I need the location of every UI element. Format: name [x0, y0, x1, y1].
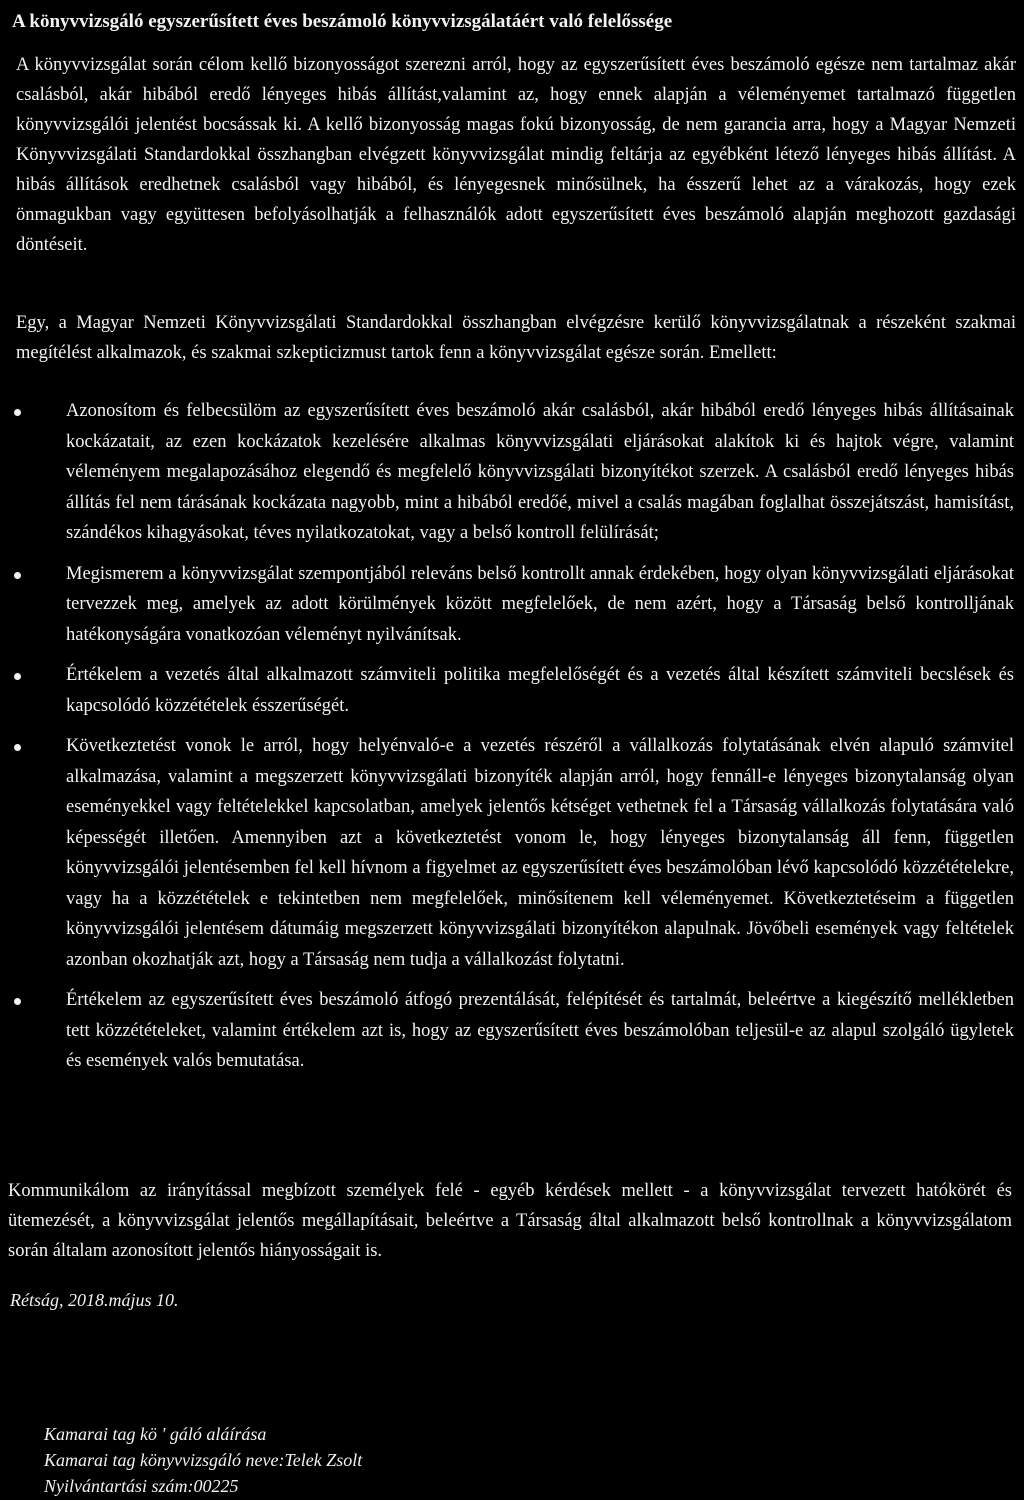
list-item — [0, 660, 1024, 721]
auditor-name: Kamarai tag könyvvizsgáló neve:Telek Zsolt — [44, 1450, 363, 1470]
bullet-icon — [14, 998, 21, 1005]
standards-paragraph: Egy, a Magyar Nemzeti Könyvvizsgálati Standardokkal összhangban elvégzésre kerülő könyvvizsgálatnak a részeként szakmai megítélést alkalmazok, és szakmai szkepticizmust tartok fenn a könyvvizsgálat egésze során. Emellett: — [16, 313, 1016, 363]
bullet-icon — [14, 409, 21, 416]
bullet-icon — [14, 572, 21, 579]
signature-caption: Kamarai tag kö ' gáló aláírása — [44, 1424, 267, 1444]
list-item-text: Azonosítom és felbecsülöm az egyszerűsített éves beszámoló akár csalásból, akár hibából eredő lényeges hibás állításainak kockázatait, az ezen kockázatok kezelésére alkalmas könyvvizsgálati eljárásokat alakítok ki és hajtok végre, valamint véleményem megalapozásához elegendő és megfelelő könyvvizsgálati bizonyítékot szerzek. A csalásból eredő lényeges hibás állítás fel nem tárásának kockázata nagyobb, mint a hibából eredőé, mivel a csalás magában foglalhat összejátszást, hamisítást, szándékos kihagyásokat, téves nyilatkozatokat, vagy a belső kontroll felülírását; — [66, 401, 1014, 543]
list-item-text: Értékelem a vezetés által alkalmazott számviteli politika megfelelőségét és a vezetés által készített számviteli becslések és kapcsolódó közzétételek ésszerűségét. — [66, 665, 1014, 716]
list-item-text: Következtetést vonok le arról, hogy helyénvaló-e a vezetés részéről a vállalkozás folytatásának elvén alapuló számvitel alkalmazása, valamint a megszerzett könyvvizsgálati bizonyíték alapján arról, hogy fennáll-e lényeges bizonytalanság olyan eseményekkel vagy feltételekkel kapcsolatban, amelyek jelentős kétséget vethetnek fel a Társaság vállalkozás folytatására való képességét illetően. Amennyiben azt a következtetést vonom le, hogy lényeges bizonytalanság áll fenn, független könyvvizsgálói jelentésemben fel kell hívnom a figyelmet az egyszerűsített éves beszámolóban lévő kapcsolódó közzétételekre, vagy ha a közzétételek e tekintetben nem megfelelőek, minősítenem kell véleményemet. Következtetéseim a független könyvvizsgálói jelentésem dátumáig megszerzett könyvvizsgálati bizonyítékon alapulnak. Jövőbeli események vagy feltételek azonban okozhatják azt, hogy a Társaság nem tudja a vállalkozást folytatni. — [66, 736, 1014, 970]
procedures-list — [0, 396, 1024, 1087]
registration-number: Nyilvántartási szám:00225 — [44, 1476, 239, 1496]
bullet-icon — [14, 744, 21, 751]
list-item — [0, 985, 1024, 1077]
communication-paragraph: Kommunikálom az irányítással megbízott személyek felé - egyéb kérdések mellett - a könyvvizsgálat tervezett hatókörét és ütemezését, a könyvvizsgálat jelentős megállapításait, beleértve a Társaság által alkalmazott belső kontrollnak a könyvvizsgálatom során általam azonosított jelentős hiányosságait is. — [8, 1181, 1012, 1261]
list-item — [0, 731, 1024, 975]
intro-paragraph: A könyvvizsgálat során célom kellő bizonyosságot szerezni arról, hogy az egyszerűsített éves beszámoló egésze nem tartalmaz akár csalásból, akár hibából eredő lényeges hibás állítást,valamint az, hogy ennek alapján a véleményemet tartalmazó független könyvvizsgálói jelentést bocsássak ki. A kellő bizonyosság magas fokú bizonyosság, de nem garancia arra, hogy a Magyar Nemzeti Könyvvizsgálati Standardokkal összhangban elvégzett könyvvizsgálat mindig feltárja az egyébként létező lényeges hibás állítást. A hibás állítások eredhetnek csalásból vagy hibából, és lényegesnek minősülnek, ha ésszerű lehet az a várakozás, hogy ezek önmagukban vagy együttesen befolyásolhatják a felhasználók adott egyszerűsített éves beszámoló alapján meghozott gazdasági döntéseit. — [16, 55, 1016, 255]
list-item-text: Értékelem az egyszerűsített éves beszámoló átfogó prezentálását, felépítését és tartalmát, beleértve a kiegészítő mellékletben tett közzétételeket, valamint értékelem azt is, hogy az egyszerűsített éves beszámolóban teljesül-e az alapul szolgáló ügyletek és események valós bemutatása. — [66, 990, 1014, 1071]
section-heading: A könyvvizsgáló egyszerűsített éves beszámoló könyvvizsgálatáért való felelőssége — [12, 11, 673, 32]
list-item-text: Megismerem a könyvvizsgálat szempontjából releváns belső kontrollt annak érdekében, hogy olyan könyvvizsgálati eljárásokat tervezzek meg, amelyek az adott körülmények között megfelelőek, de nem azért, hogy a Társaság belső kontrolljának hatékonyságára vonatkozóan véleményt nyilvánítsak. — [66, 563, 1014, 645]
place-and-date: Rétság, 2018.május 10. — [10, 1290, 179, 1310]
list-item — [0, 559, 1024, 651]
list-item — [0, 396, 1024, 549]
bullet-icon — [14, 673, 21, 680]
